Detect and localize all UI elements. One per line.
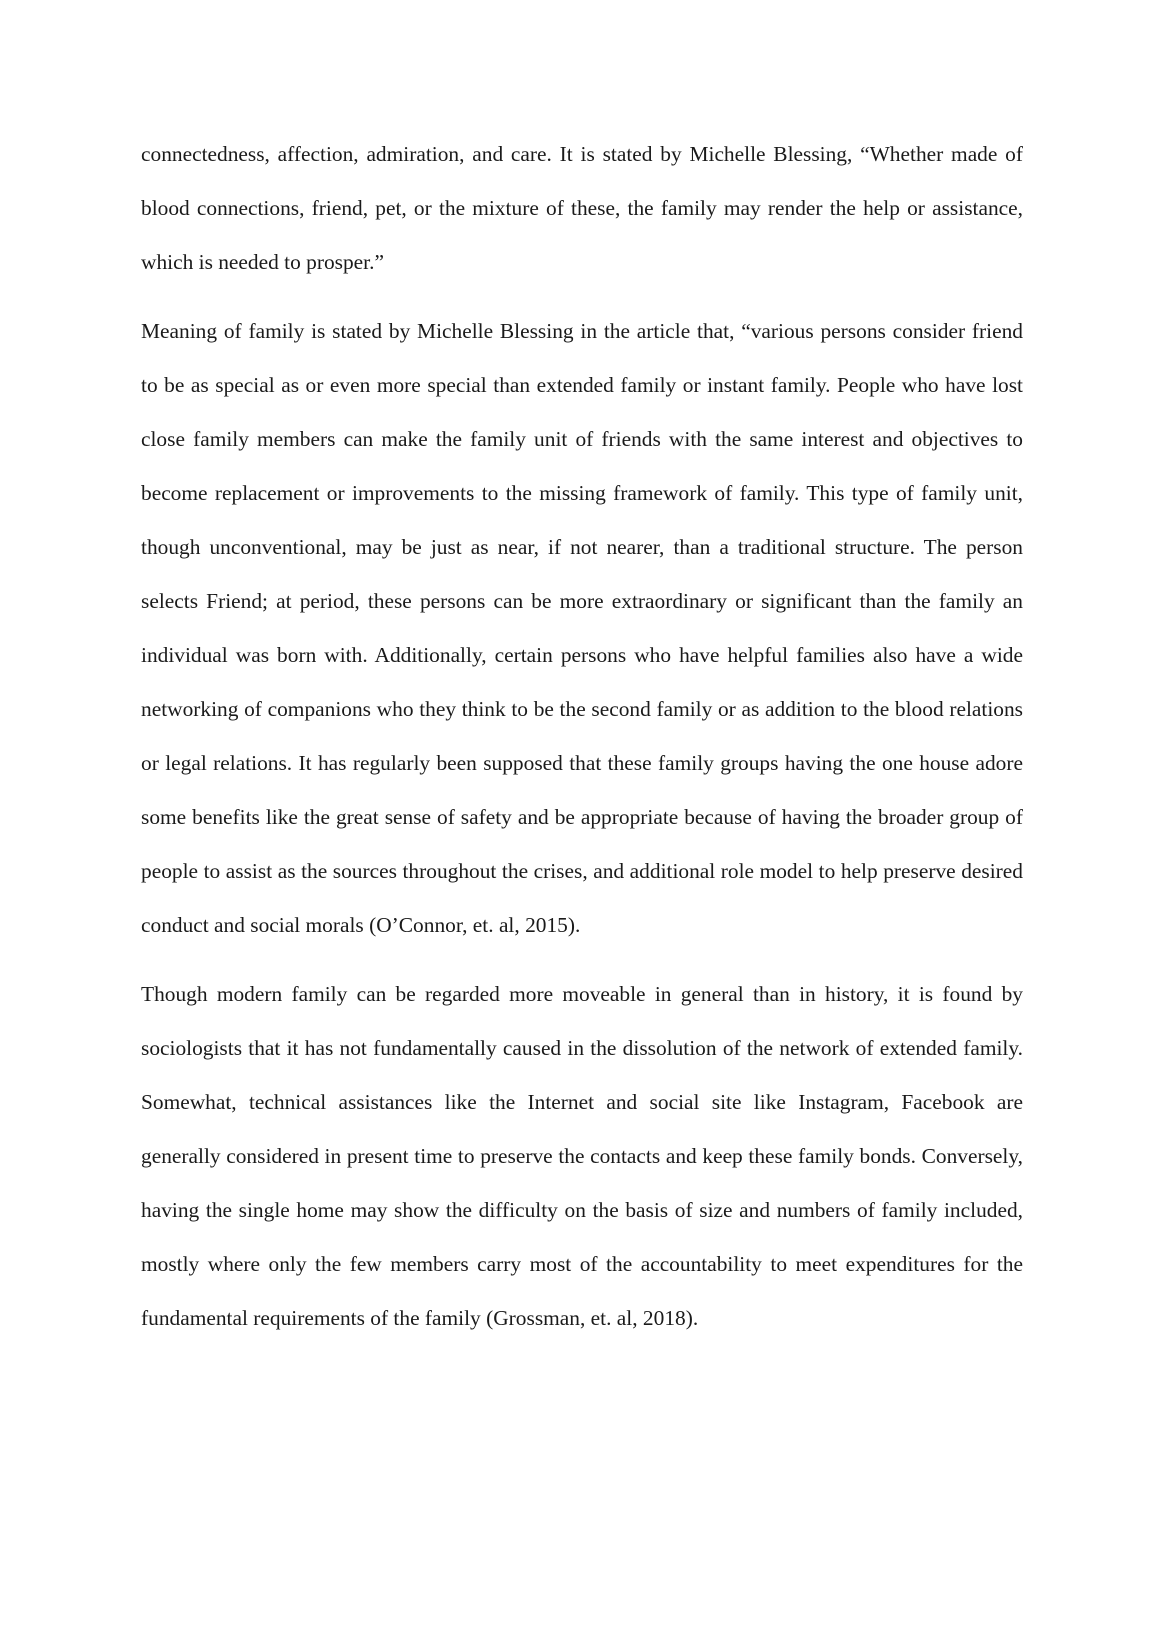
document-body xyxy=(141,127,1023,1360)
paragraph-2: Meaning of family is stated by Michelle Blessing in the article that, “various persons consider friend to be as special as or even more special than extended family or instant family. People who have lost close family members can make the family unit of friends with the same interest and objectives to become replacement or improvements to the missing framework of family. This type of family unit, though unconventional, may be just as near, if not nearer, than a traditional structure. The person selects Friend; at period, these persons can be more extraordinary or significant than the family an individual was born with. Additionally, certain persons who have helpful families also have a wide networking of companions who they think to be the second family or as addition to the blood relations or legal relations. It has regularly been supposed that these family groups having the one house adore some benefits like the great sense of safety and be appropriate because of having the broader group of people to assist as the sources throughout the crises, and additional role model to help preserve desired conduct and social morals (O’Connor, et. al, 2015). xyxy=(141,319,1023,937)
paragraph-1: connectedness, affection, admiration, and care. It is stated by Michelle Blessing, “Whether made of blood connections, friend, pet, or the mixture of these, the family may render the help or assistance, which is needed to prosper.” xyxy=(141,142,1023,274)
paragraph-3: Though modern family can be regarded more moveable in general than in history, it is found by sociologists that it has not fundamentally caused in the dissolution of the network of extended family. Somewhat, technical assistances like the Internet and social site like Instagram, Facebook are generally considered in present time to preserve the contacts and keep these family bonds. Conversely, having the single home may show the difficulty on the basis of size and numbers of family included, mostly where only the few members carry most of the accountability to meet expenditures for the fundamental requirements of the family (Grossman, et. al, 2018). xyxy=(141,982,1023,1330)
